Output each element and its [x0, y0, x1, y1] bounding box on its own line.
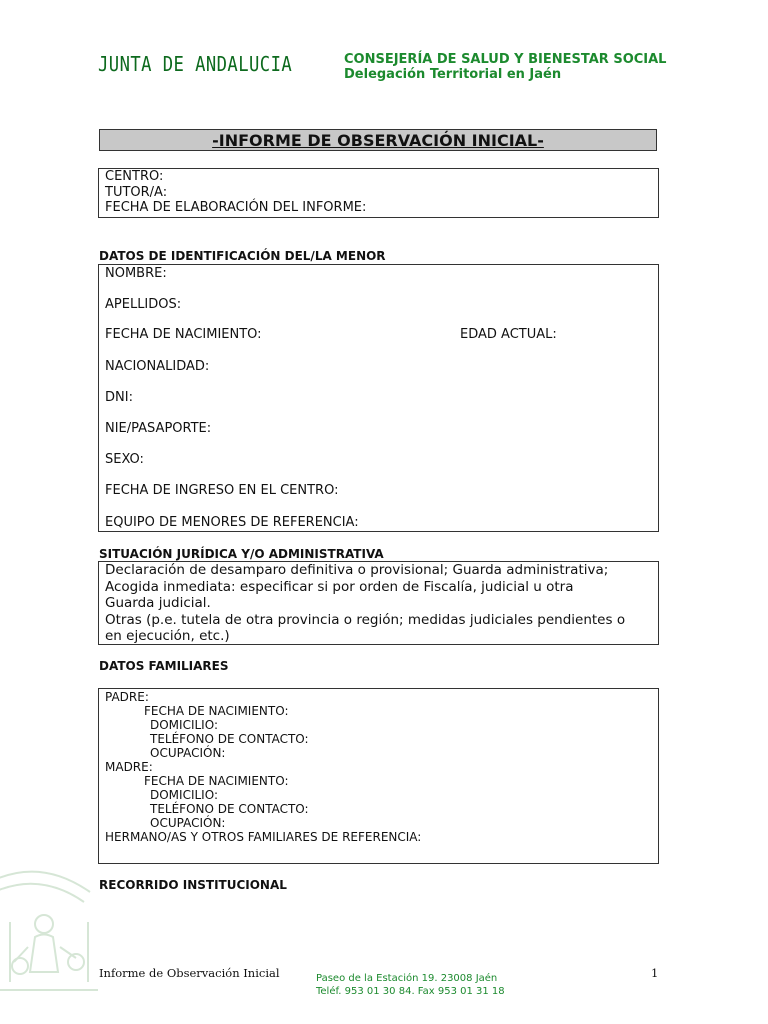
apellidos-label: APELLIDOS: [105, 297, 182, 312]
page-number: 1 [651, 966, 659, 980]
identificacion-heading: DATOS DE IDENTIFICACIÓN DEL/LA MENOR [99, 249, 386, 263]
equipo-menores-label: EQUIPO DE MENORES DE REFERENCIA: [105, 515, 359, 530]
dni-label: DNI: [105, 390, 133, 405]
padre-telefono-label: TELÉFONO DE CONTACTO: [150, 732, 309, 746]
situacion-line: Otras (p.e. tutela de otra provincia o región; medidas judiciales pendientes o [105, 611, 626, 628]
situacion-box [98, 561, 659, 645]
phone-fax-line: Teléf. 953 01 30 84. Fax 953 01 31 18 [316, 986, 505, 997]
department-name: CONSEJERÍA DE SALUD Y BIENESTAR SOCIAL [344, 52, 667, 67]
sexo-label: SEXO: [105, 452, 144, 467]
footer-doc-title: Informe de Observación Inicial [99, 966, 280, 980]
fecha-ingreso-label: FECHA DE INGRESO EN EL CENTRO: [105, 483, 339, 498]
tutor-label: TUTOR/A: [105, 184, 168, 200]
hermanos-label: HERMANO/AS Y OTROS FAMILIARES DE REFERENCIA: [105, 830, 422, 844]
madre-domicilio-label: DOMICILIO: [150, 788, 218, 802]
fecha-nacimiento-label: FECHA DE NACIMIENTO: [105, 327, 262, 342]
footer-address [316, 972, 505, 998]
situacion-line: Declaración de desamparo definitiva o provisional; Guarda administrativa; [105, 562, 609, 578]
madre-label: MADRE: [105, 760, 153, 774]
padre-fecha-label: FECHA DE NACIMIENTO: [144, 704, 289, 718]
padre-ocupacion-label: OCUPACIÓN: [150, 746, 226, 760]
department-block [344, 52, 666, 82]
familiares-heading: DATOS FAMILIARES [99, 659, 229, 673]
edad-actual-label: EDAD ACTUAL: [460, 327, 557, 342]
centro-label: CENTRO: [105, 169, 164, 184]
padre-domicilio-label: DOMICILIO: [150, 718, 218, 732]
situacion-line: Acogida inmediata: especificar si por orden de Fiscalía, judicial u otra [105, 578, 574, 595]
situacion-line: en ejecución, etc.) [105, 628, 230, 644]
identificacion-box [98, 264, 659, 532]
nie-pasaporte-label: NIE/PASAPORTE: [105, 421, 212, 436]
familiares-box [98, 688, 659, 864]
madre-fecha-label: FECHA DE NACIMIENTO: [144, 774, 289, 788]
document-title: -INFORME DE OBSERVACIÓN INICIAL- [99, 129, 657, 151]
padre-label: PADRE: [105, 690, 149, 704]
delegation-name: Delegación Territorial en Jaén [344, 67, 562, 82]
situacion-line: Guarda judicial. [105, 595, 211, 611]
situacion-heading: SITUACIÓN JURÍDICA Y/O ADMINISTRATIVA [99, 547, 384, 561]
fecha-elaboracion-label: FECHA DE ELABORACIÓN DEL INFORME: [105, 200, 367, 215]
emblem-watermark-icon [0, 862, 98, 1002]
org-logo-text: JUNTA DE ANDALUCIA [98, 52, 293, 76]
nombre-label: NOMBRE: [105, 266, 167, 281]
centro-box [98, 168, 659, 218]
address-line: Paseo de la Estación 19. 23008 Jaén [316, 973, 498, 984]
recorrido-heading: RECORRIDO INSTITUCIONAL [99, 878, 287, 892]
nacionalidad-label: NACIONALIDAD: [105, 359, 210, 374]
madre-ocupacion-label: OCUPACIÓN: [150, 816, 226, 830]
madre-telefono-label: TELÉFONO DE CONTACTO: [150, 802, 309, 816]
